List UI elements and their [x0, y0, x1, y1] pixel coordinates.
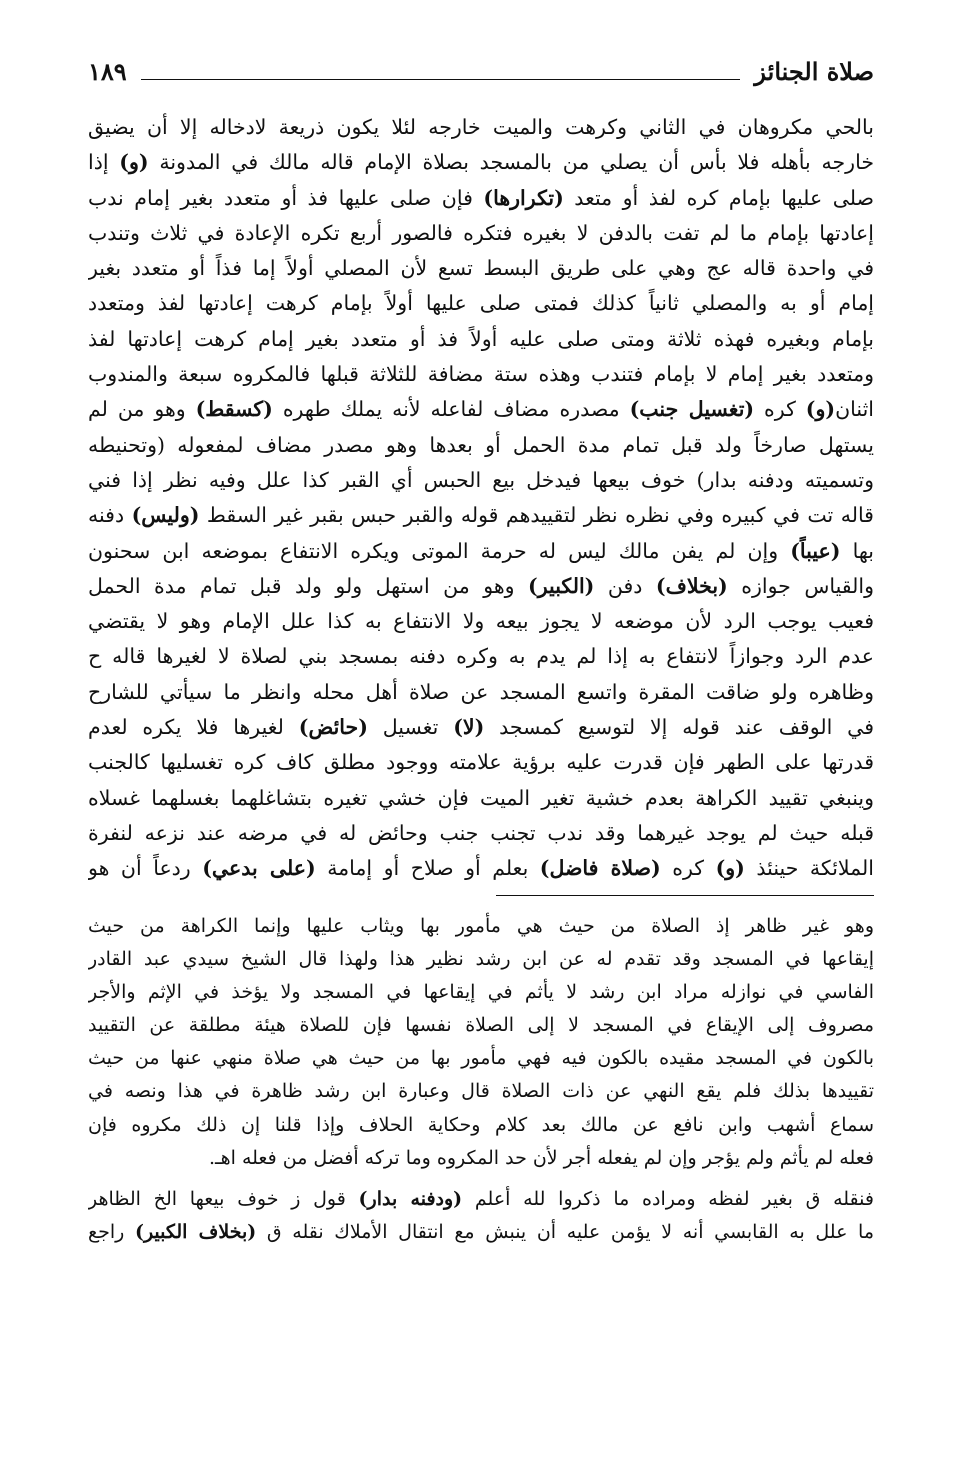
footnote-line: تقييدها بذلك فلم يقع النهي عن ذات الصلاة قال وعبارة ابن رشد ظاهرة في هذا ونصه في: [88, 1080, 874, 1103]
text-line: عدم الرد وجوازاً لانتفاع به إذا لم يدم به وكره دفنه بمسجد بني لصلاة لا لغيرها قاله ح: [88, 644, 874, 669]
text-line: في واحدة قاله عج وهي على طريق البسط تسع لأن المصلي أولاً إما فذاً أو متعدد بغير: [88, 256, 874, 281]
text-line: الملائكة حينئذ (و) كره (صلاة فاضل) بعلم أو صلاح أو إمامة (على بدعي) ردعاً أن هو: [88, 856, 874, 881]
page-header: [88, 40, 874, 88]
text-line: يستهل صارخاً ولد قبل تمام مدة الحمل أو بعدها وهو مصدر مضاف لمفعوله (وتحنيطه: [88, 432, 874, 457]
text-line: فعيب يوجب الرد لأن موضعه لا يجوز بيعه ولا الانتفاع به كذا علل الإمام وهو لا يقتضي: [88, 609, 874, 634]
footnote-line: الفاسي في نوازله مراد ابن رشد لا يأثم في إيقاعها في المسجد ولا يؤخذ في الإثم والأجر: [88, 980, 874, 1003]
page-number: ١٨٩: [88, 57, 127, 86]
text-line: صلى عليها بإمام كره لفذ أو متعد (تكرارها) فإن صلى عليها فذ أو متعدد بغير إمام ندب: [88, 185, 874, 210]
text-line: وظاهره ولو ضاقت المقرة واتسع المسجد عن صلاة أهل محله وانظر ما سيأتي للشارح: [88, 679, 874, 704]
header-rule: [141, 79, 741, 80]
text-line: بإمام وبغيره فهذه ثلاثة ومتى صلى عليه أولاً فذ أو متعدد بغير إمام كرهت إعادتها لفذ: [88, 326, 874, 351]
footnote-paragraph-1: [88, 910, 874, 1176]
footnote-paragraph-2: [88, 1183, 874, 1249]
text-line: في الوقف عند قوله إلا لتوسيع كمسجد (لا) تغسيل (حائض) لغيرها فلا يكره لعدم: [88, 715, 874, 740]
text-line: اثنان(و) كره (تغسيل جنب) مصدره مضاف لفاعله لأنه يملك طهره (كسقط) وهو من لم: [88, 397, 874, 422]
text-line: قبله حيث لم يوجد غيرهما وقد ندب تجنب جنب وحائض له في مرضه عند نزعه لنفرة: [88, 820, 874, 845]
text-line: قدرتها على الطهر فإن قدرت عليه برؤية علامته ووجود مطلق كاف كره تغسليها كالجنب: [88, 750, 874, 775]
text-line: بالحي مكروهان في الثاني وكرهت والميت خارجه لئلا يكون ذريعة لادخاله إلا أن يضيق: [88, 115, 874, 139]
text-line: وتسميته ودفنه بدار) خوف بيعها فيدخل بيع الحبس أي القبر كذا علل وفيه نظر إذا فني: [88, 467, 874, 492]
footnote-line: بالكون في المسجد مقيده بالكون فيه فهي مأمور بها من حيث هي صلاة منهي عنها من حيث: [88, 1047, 874, 1070]
footnotes: [88, 910, 874, 1250]
footnote-separator: [496, 895, 874, 896]
text-line: وينبغي تقييد الكراهة بعدم خشية تغير الميت فإن خشي تغيره بتشاغلهما بغسلهما غسلاه: [88, 785, 874, 810]
running-title: صلاة الجنائز: [754, 57, 874, 86]
book-page: [88, 40, 874, 1440]
main-text-body: [88, 110, 874, 887]
text-line: بها (عيباً) وإن لم يفن مالك ليس له حرمة الموتى ويكره الانتفاع بموضعه ابن سحنون: [88, 538, 874, 563]
text-line: قاله تت في كبيره وفي نظره نظر لتقييدهم قوله والقبر حبس بقبر غير السقط (وليس) دفنه: [88, 503, 874, 528]
text-line: ومتعدد بغير إمام لا بإمام فتندب وهذه ستة مضافة للثلاثة قبلها فالمكروه سبعة والمندوب: [88, 362, 874, 387]
footnote-line: سماع أشهب وابن نافع عن مالك بعد كلام وحكاية الحلاف وإذا قلنا إن ذلك مكروه فإن: [88, 1113, 874, 1136]
text-line: والقياس جوازه (بخلاف) دفن (الكبير) وهو من استهل ولو ولد قبل تمام مدة الحمل: [88, 573, 874, 598]
footnote-line: مصروف إلى الإيقاع في المسجد لا إلى الصلاة نفسها فإن للصلاة هيئة مطلقة عن التقييد: [88, 1014, 874, 1037]
text-line: إمام أو به والمصلي ثانياً كذلك فمتى صلى عليها أولاً بإمام كرهت إعادتها لفذ ومتعدد: [88, 291, 874, 316]
footnote-gap: [88, 1175, 874, 1183]
footnote-line: ما علل به القابسي أنه لا يؤمن عليه أن ينبش مع انتقال الأملاك نقله ق (بخلاف الكبير) راجع: [88, 1221, 874, 1244]
footnote-line: فنقله ق بغير لفظه ومراده ما ذكروا لله أعلم (ودفنه بدار) قول ز خوف بيعها الخ الظاهر: [88, 1188, 874, 1211]
footnote-line: وهو غير ظاهر إذ الصلاة من حيث هي مأمور بها ويثاب عليها وإنما الكراهة من حيث: [88, 914, 874, 937]
footnote-line: فعله لم يأثم ولم يؤجر وإن لم يفعله أجر لأن حد المكروه وما تركه أفضل من فعله اهـ.: [209, 1146, 874, 1169]
text-line: إعادتها بإمام ما لم تفت بالدفن لا بغيره فتكره فالصور أربع تكره الإعادة في ثلاث وتندب: [88, 220, 874, 245]
footnote-line: إيقاعها في المسجد وقد تقدم له عن ابن رشد نظير هذا ولهذا قال الشيخ سيدي عبد القادر: [88, 947, 874, 970]
text-line: خارجه بأهله فلا بأس أن يصلي من بالمسجد بصلاة الإمام قاله مالك في المدونة (و) إذا: [88, 150, 874, 175]
